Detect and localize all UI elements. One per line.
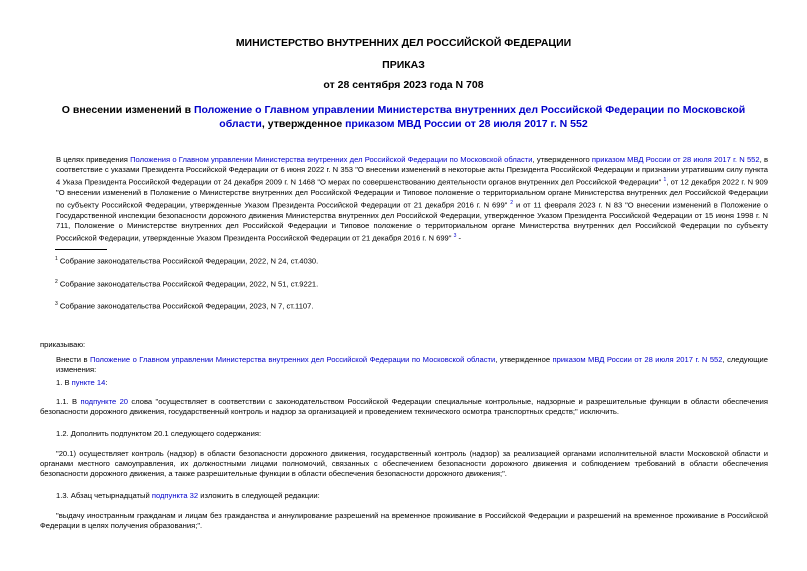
document-title: [40, 103, 767, 131]
main-text-1: Внести в: [56, 355, 90, 364]
item1-text: 1. В: [56, 378, 72, 387]
main-link-regulation[interactable]: Положение о Главном управлении Министерства внутренних дел Российской Федерации по Московской области: [89, 355, 496, 364]
footnote-ref-1[interactable]: 1: [663, 177, 667, 184]
preamble-text-3: , в соответствие с указами Президента Российской Федерации от 6 июня 2022 г. N 353 "О внесении изменений в некоторые акты Президента Российской Федерации и признании утратившим силу пункта 4 Указа Президента Российской Федерации от 24 декабря 2009 г. N 1468 "О мерах по совершенствованию деятельности органов внутренних дел Российской Федерации": [56, 155, 768, 187]
title-mid: , утвержденное: [261, 118, 346, 130]
preamble-paragraph: [56, 155, 768, 244]
item-1-1: [40, 397, 768, 417]
preamble-text-6: -: [456, 234, 461, 244]
item1-link[interactable]: пункте 14: [71, 378, 106, 387]
document-type: ПРИКАЗ: [382, 59, 425, 71]
preamble-text-5: и от 11 февраля 2023 г. N 83 "О внесении изменений в Положение о Государственной инспекции безопасности дорожного движения Министерства внутренних дел Российской Федерации, утвержденное Указом Президента Российской Федерации от 15 июня 1998 г. N 711, Положение о Министерстве внутренних дел Российской Федерации и Типовое положение о территориальном органе Министерства внутренних дел Российской Федерации по субъекту Российской Федерации, утвержденные Указом Президента Российской Федерации от 21 декабря 2016 г. N 699": [56, 200, 768, 244]
item-1-3: [56, 491, 320, 501]
item11-link[interactable]: подпункте 20: [80, 397, 129, 406]
item11-text-2: слова "осуществляет в соответствии с законодательством Российской Федерации специальные контрольные, надзорные и разрешительные функции в области обеспечения безопасности дорожного движения, государственный контроль и надзор за организацией и проведением технического осмотра транспортных средств;" исключить.: [40, 397, 768, 417]
quote-subitem-32: "выдачу иностранным гражданам и лицам без гражданства и аннулирование разрешений на временное проживание в Российской Федерации и разрешений на временное проживание в Российской Федерации в целях получения образования;".: [40, 511, 768, 531]
preamble-link-regulation[interactable]: Положения о Главном управлении Министерства внутренних дел Российской Федерации по Московской области: [130, 155, 533, 164]
footnote-text: Собрание законодательства Российской Федерации, 2023, N 7, ст.1107.: [57, 301, 314, 311]
item13-text-1: 1.3. Абзац четырнадцатый: [56, 491, 152, 500]
preamble-text-1: В целях приведения: [56, 155, 131, 164]
preamble-text-4: , от 12 декабря 2022 г. N 909 "О внесении изменений в Положение о Министерстве внутренних дел Российской Федерации и Типовое положение о территориальном органе Министерства внутренних дел Российской Федерации по субъекту Российской Федерации, утвержденные Указом Президента Российской Федерации от 21 декабря 2016 г. N 699": [56, 177, 768, 210]
ministry-heading: МИНИСТЕРСТВО ВНУТРЕННИХ ДЕЛ РОССИЙСКОЙ ФЕДЕРАЦИИ: [235, 37, 572, 49]
title-prefix: О внесении изменений в: [61, 104, 194, 116]
footnote-1: [55, 256, 318, 266]
footnote-text: Собрание законодательства Российской Федерации, 2022, N 24, ст.4030.: [57, 256, 319, 266]
footnote-3: [55, 301, 313, 311]
main-instruction: [56, 355, 768, 375]
footnote-text: Собрание законодательства Российской Федерации, 2022, N 51, ст.9221.: [57, 279, 319, 289]
footnote-number: 2: [55, 279, 58, 285]
footnote-ref-2[interactable]: 2: [510, 200, 514, 207]
item13-link[interactable]: подпункта 32: [151, 491, 199, 500]
item-1: [56, 378, 107, 388]
quote-subitem-20-1: "20.1) осуществляет контроль (надзор) в области безопасности дорожного движения, государственный контроль (надзор) за реализацией органами исполнительной власти Московской области и органами местного самоуправления, их должностными лицами полномочий, связанных с обеспечением безопасности дорожного движения и соблюдением требований в области обеспечения безопасности дорожного движения, а также разрешительные функции в области обеспечения безопасности дорожного движения;".: [40, 449, 768, 479]
main-link-order[interactable]: приказом МВД России от 28 июля 2017 г. N 552: [552, 355, 723, 364]
item1-colon: :: [105, 378, 108, 387]
item13-text-2: изложить в следующей редакции:: [198, 491, 320, 500]
footnote-2: [55, 279, 318, 289]
footnote-ref-3[interactable]: 3: [453, 233, 457, 240]
preamble-link-order[interactable]: приказом МВД России от 28 июля 2017 г. N 552: [591, 155, 760, 164]
document-date-number: от 28 сентября 2023 года N 708: [323, 79, 484, 91]
title-link-regulation[interactable]: Положение о Главном управлении Министерства внутренних дел Российской Федерации по Московской области: [193, 104, 746, 130]
item-1-2: 1.2. Дополнить подпунктом 20.1 следующего содержания:: [56, 429, 262, 438]
footnote-separator: [55, 249, 107, 250]
main-text-3: , следующие изменения:: [56, 355, 768, 375]
item11-text-1: 1.1. В: [56, 397, 81, 406]
preamble-text-2: , утвержденного: [532, 155, 592, 164]
order-word: приказываю:: [40, 340, 86, 349]
footnote-number: 1: [55, 256, 58, 262]
title-link-order[interactable]: приказом МВД России от 28 июля 2017 г. N 552: [345, 118, 588, 130]
main-text-2: , утвержденное: [495, 355, 553, 364]
footnote-number: 3: [55, 301, 58, 307]
